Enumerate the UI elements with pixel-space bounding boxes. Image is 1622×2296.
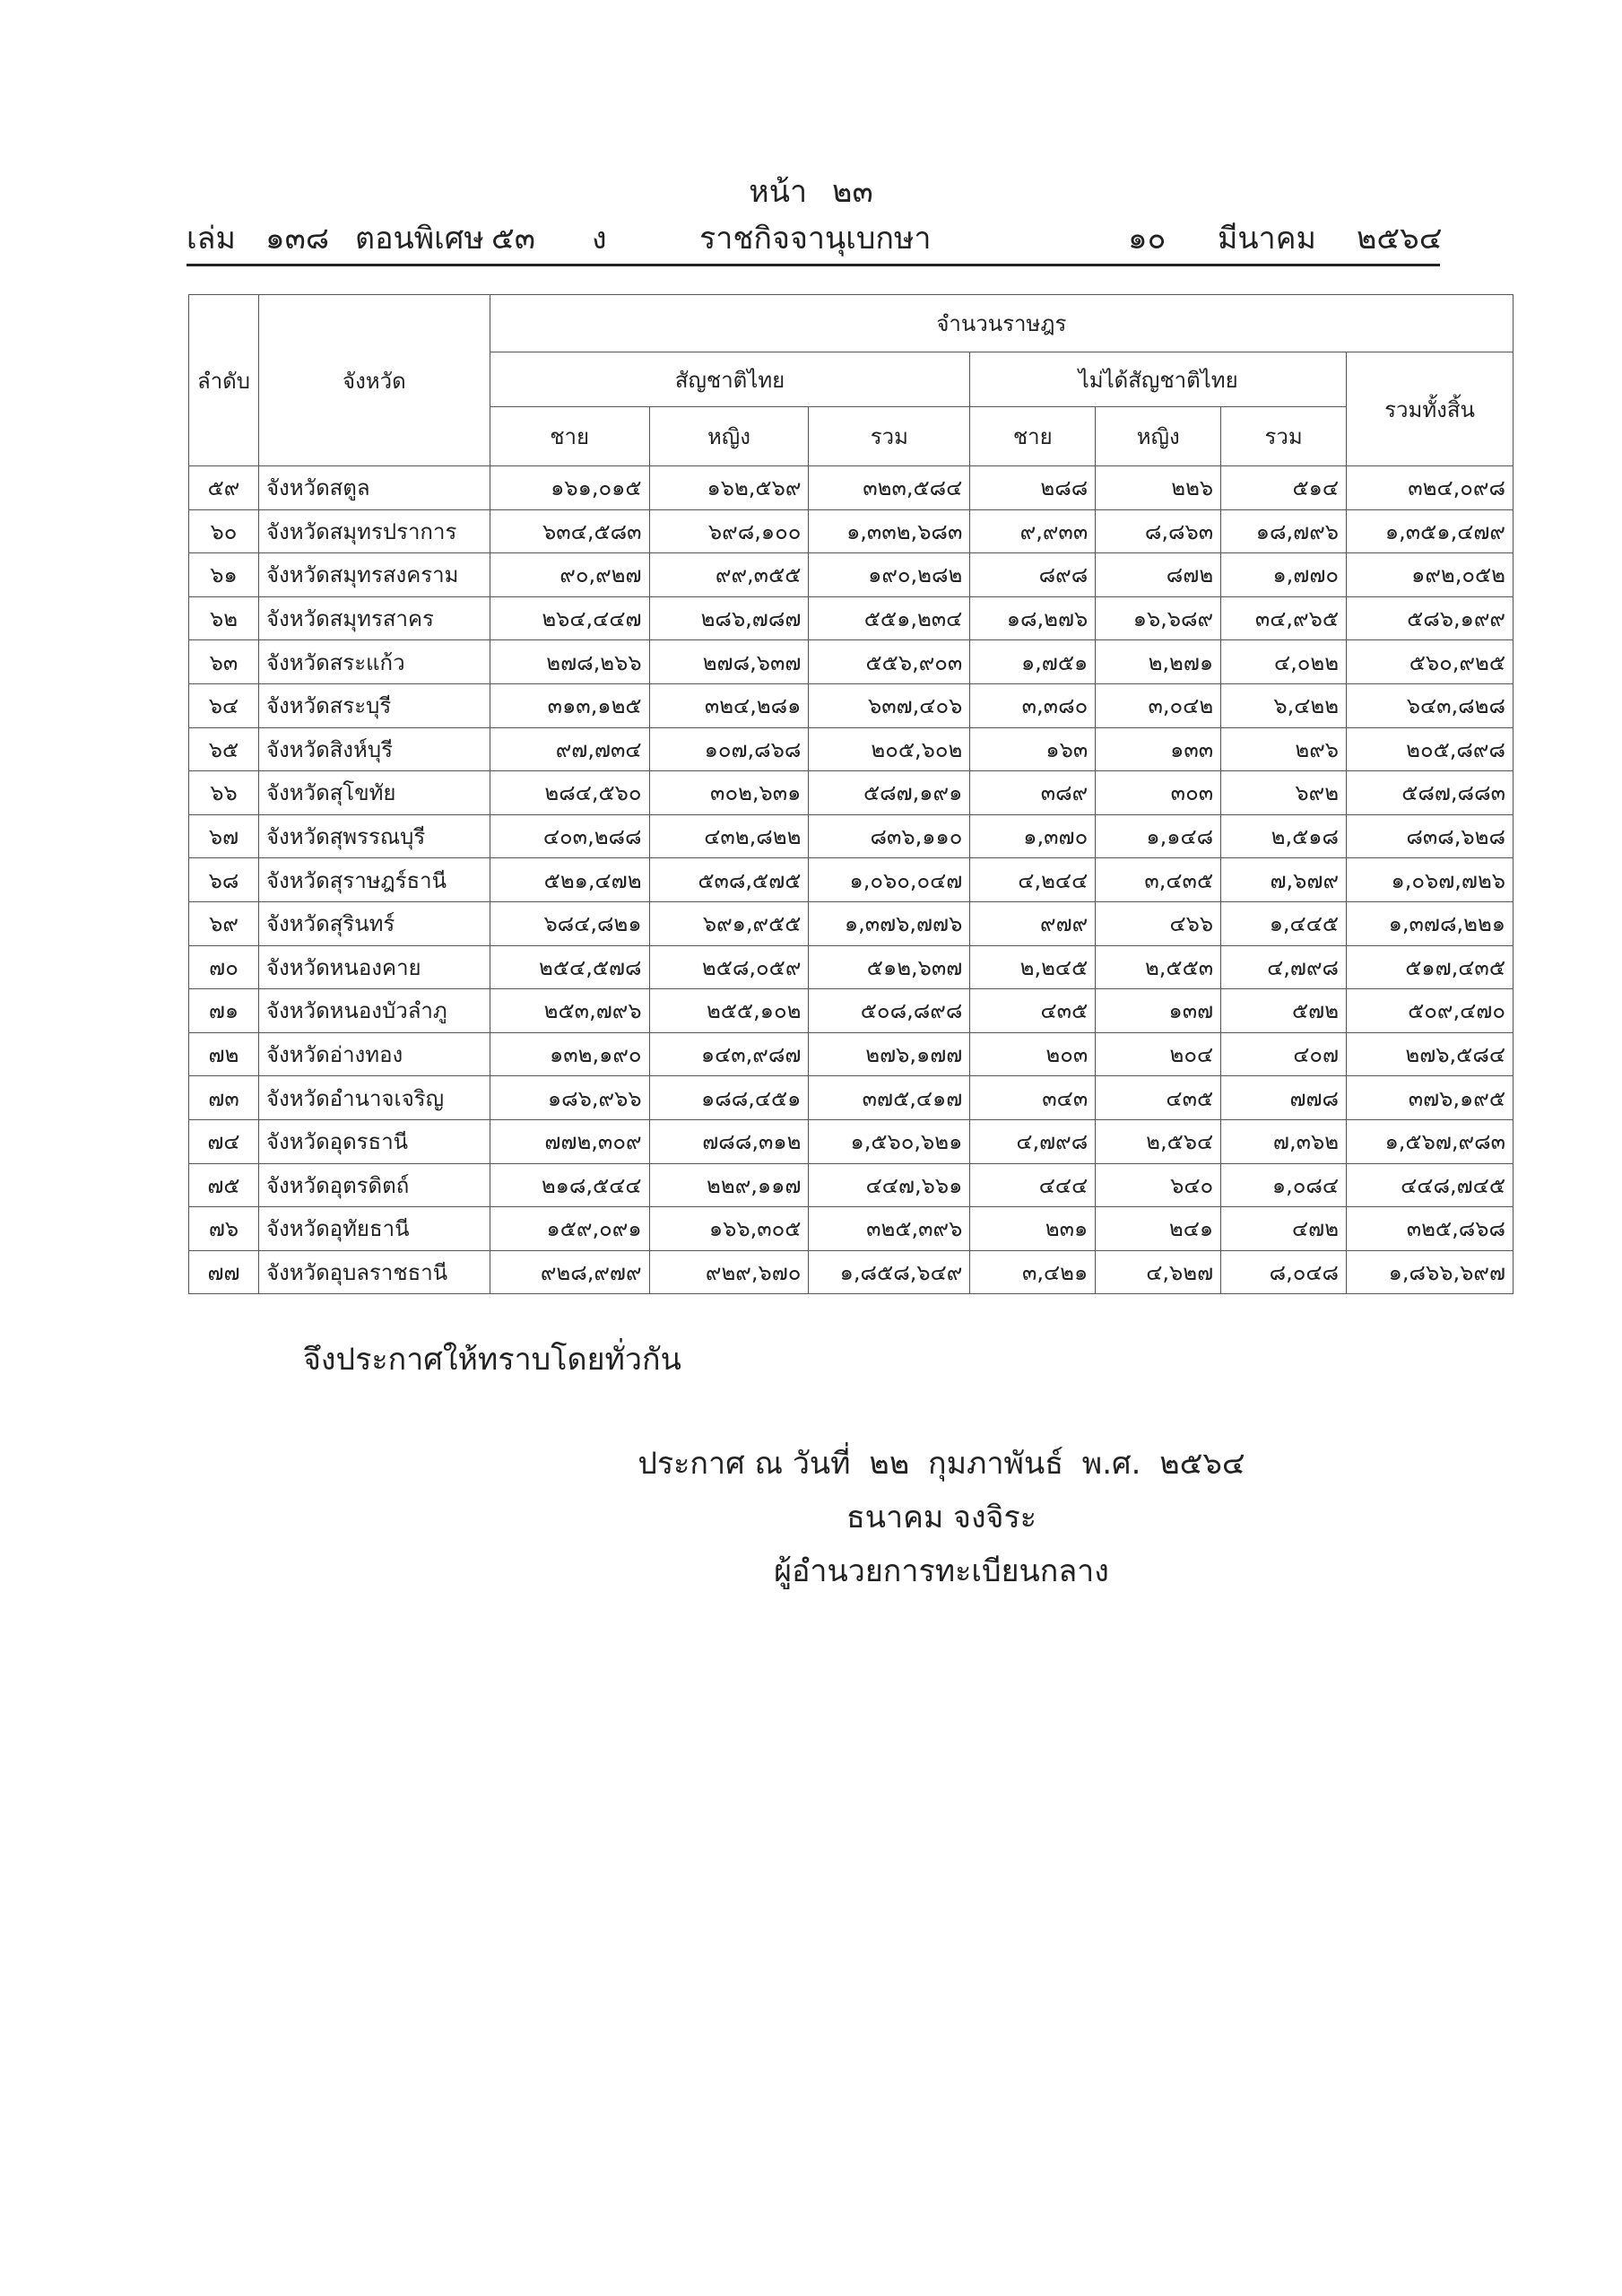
cell-thai-female: ๔๓๒,๘๒๒ (649, 814, 809, 858)
cell-nonthai-total: ๔๐๗ (1221, 1032, 1347, 1076)
cell-grand-total: ๑,๓๗๘,๒๒๑ (1347, 901, 1514, 945)
cell-seq: ๗๖ (189, 1207, 259, 1251)
signatory-position: ผู้อำนวยการทะเบียนกลาง (774, 1553, 1109, 1589)
cell-nonthai-female: ๑,๑๔๘ (1096, 814, 1221, 858)
cell-province: จังหวัดสิงห์บุรี (258, 727, 490, 771)
cell-nonthai-total: ๕๑๔ (1221, 466, 1347, 510)
cell-thai-female: ๑๖๒,๕๖๙ (649, 466, 809, 510)
cell-thai-total: ๖๓๗,๔๐๖ (809, 683, 970, 727)
cell-seq: ๖๗ (189, 814, 259, 858)
cell-nonthai-male: ๔๓๕ (970, 989, 1096, 1033)
header-nonthai-female: หญิง (1096, 407, 1221, 466)
cell-seq: ๗๔ (189, 1119, 259, 1163)
cell-nonthai-male: ๓,๔๒๑ (970, 1250, 1096, 1294)
cell-thai-male: ๒๘๔,๕๖๐ (490, 771, 649, 815)
announced-month: กุมภาพันธ์ (928, 1446, 1063, 1482)
cell-thai-male: ๙๒๘,๙๗๙ (490, 1250, 649, 1294)
cell-nonthai-female: ๓,๐๔๒ (1096, 683, 1221, 727)
date-day: ๑๐ (1128, 221, 1167, 257)
cell-thai-male: ๒๑๘,๕๔๔ (490, 1163, 649, 1207)
cell-thai-total: ๑,๓๓๒,๖๘๓ (809, 509, 970, 553)
cell-province: จังหวัดสมุทรสาคร (258, 596, 490, 640)
table-row (189, 814, 1514, 858)
cell-thai-male: ๗๗๒,๓๐๙ (490, 1119, 649, 1163)
cell-nonthai-total: ๓๔,๙๖๕ (1221, 596, 1347, 640)
cell-nonthai-total: ๖๙๒ (1221, 771, 1347, 815)
cell-thai-total: ๑๙๐,๒๘๒ (809, 553, 970, 597)
cell-nonthai-male: ๙๗๙ (970, 901, 1096, 945)
cell-thai-total: ๒๗๖,๑๗๗ (809, 1032, 970, 1076)
cell-thai-total: ๕๑๒,๖๓๗ (809, 945, 970, 989)
cell-thai-female: ๒๒๙,๑๑๗ (649, 1163, 809, 1207)
header-thai: สัญชาติไทย (490, 352, 970, 407)
closing-statement: จึงประกาศให้ทราบโดยทั่วกัน (303, 1342, 681, 1378)
cell-nonthai-male: ๓๔๓ (970, 1076, 1096, 1120)
table-row (189, 553, 1514, 597)
date-year: ๒๕๖๔ (1357, 221, 1443, 257)
page-number-line (0, 167, 1622, 215)
table-row (189, 466, 1514, 510)
cell-province: จังหวัดสระบุรี (258, 683, 490, 727)
publication-name: ราชกิจจานุเบกษา (699, 221, 932, 257)
cell-province: จังหวัดอุดรธานี (258, 1119, 490, 1163)
cell-nonthai-female: ๔,๖๒๗ (1096, 1250, 1221, 1294)
cell-grand-total: ๑,๐๖๗,๗๒๖ (1347, 858, 1514, 902)
cell-thai-total: ๕๕๑,๒๓๔ (809, 596, 970, 640)
cell-grand-total: ๕๘๗,๘๘๓ (1347, 771, 1514, 815)
cell-nonthai-total: ๗,๓๖๒ (1221, 1119, 1347, 1163)
cell-grand-total: ๖๔๓,๘๒๘ (1347, 683, 1514, 727)
cell-nonthai-female: ๒๒๖ (1096, 466, 1221, 510)
cell-seq: ๖๖ (189, 771, 259, 815)
population-table (188, 294, 1514, 1294)
cell-seq: ๗๐ (189, 945, 259, 989)
cell-nonthai-male: ๒๓๑ (970, 1207, 1096, 1251)
cell-thai-female: ๓๐๒,๖๓๑ (649, 771, 809, 815)
cell-thai-female: ๒๕๘,๐๕๙ (649, 945, 809, 989)
announced-year: ๒๕๖๔ (1159, 1446, 1245, 1482)
table-row (189, 858, 1514, 902)
cell-nonthai-total: ๗๗๘ (1221, 1076, 1347, 1120)
volume-number: ๑๓๘ (265, 221, 330, 257)
cell-nonthai-total: ๕๗๒ (1221, 989, 1347, 1033)
section-letter: ง (592, 221, 607, 257)
cell-seq: ๖๙ (189, 901, 259, 945)
cell-grand-total: ๒๐๕,๘๙๘ (1347, 727, 1514, 771)
cell-province: จังหวัดอ่างทอง (258, 1032, 490, 1076)
cell-grand-total: ๕๖๐,๙๒๕ (1347, 640, 1514, 684)
table-row (189, 989, 1514, 1033)
cell-grand-total: ๑,๘๖๖,๖๙๗ (1347, 1250, 1514, 1294)
cell-thai-male: ๑๓๒,๑๙๐ (490, 1032, 649, 1076)
cell-province: จังหวัดสุพรรณบุรี (258, 814, 490, 858)
cell-thai-total: ๘๓๖,๑๑๐ (809, 814, 970, 858)
cell-nonthai-female: ๒๐๔ (1096, 1032, 1221, 1076)
cell-thai-total: ๕๘๗,๑๙๑ (809, 771, 970, 815)
cell-grand-total: ๓๗๖,๑๙๕ (1347, 1076, 1514, 1120)
cell-thai-male: ๒๕๓,๗๙๖ (490, 989, 649, 1033)
cell-province: จังหวัดสมุทรปราการ (258, 509, 490, 553)
cell-thai-male: ๑๖๑,๐๑๕ (490, 466, 649, 510)
cell-nonthai-female: ๑๓๗ (1096, 989, 1221, 1033)
cell-nonthai-male: ๔,๒๔๔ (970, 858, 1096, 902)
cell-thai-female: ๑๘๘,๔๕๑ (649, 1076, 809, 1120)
cell-nonthai-male: ๑๘,๒๗๖ (970, 596, 1096, 640)
table-row (189, 1076, 1514, 1120)
header-rule (186, 264, 1440, 266)
cell-grand-total: ๑๙๒,๐๕๒ (1347, 553, 1514, 597)
cell-province: จังหวัดสุรินทร์ (258, 901, 490, 945)
cell-nonthai-total: ๔๗๒ (1221, 1207, 1347, 1251)
header-grand-total: รวมทั้งสิ้น (1347, 352, 1514, 466)
cell-province: จังหวัดหนองบัวลำภู (258, 989, 490, 1033)
announced-day: ๒๒ (869, 1446, 910, 1482)
section-number: ๕๓ (491, 221, 535, 257)
cell-seq: ๗๕ (189, 1163, 259, 1207)
cell-province: จังหวัดอุทัยธานี (258, 1207, 490, 1251)
cell-seq: ๖๑ (189, 553, 259, 597)
cell-nonthai-female: ๑๖,๖๘๙ (1096, 596, 1221, 640)
header-thai-male: ชาย (490, 407, 649, 466)
table-row (189, 945, 1514, 989)
cell-thai-male: ๕๒๑,๔๗๒ (490, 858, 649, 902)
header-nonthai-male: ชาย (970, 407, 1096, 466)
cell-nonthai-female: ๔๓๕ (1096, 1076, 1221, 1120)
cell-thai-male: ๑๘๖,๙๖๖ (490, 1076, 649, 1120)
gazette-header (186, 213, 1443, 262)
cell-thai-male: ๖๓๔,๕๘๓ (490, 509, 649, 553)
cell-thai-female: ๙๒๙,๖๗๐ (649, 1250, 809, 1294)
cell-grand-total: ๓๒๔,๐๙๘ (1347, 466, 1514, 510)
cell-nonthai-female: ๓๐๓ (1096, 771, 1221, 815)
cell-thai-total: ๑,๐๖๐,๐๔๗ (809, 858, 970, 902)
table-row (189, 1163, 1514, 1207)
announced-label: ประกาศ ณ วันที่ (638, 1446, 851, 1482)
cell-thai-total: ๓๗๕,๔๑๗ (809, 1076, 970, 1120)
header-nonthai-total: รวม (1221, 407, 1347, 466)
table-row (189, 509, 1514, 553)
cell-nonthai-male: ๒,๒๔๕ (970, 945, 1096, 989)
cell-seq: ๖๕ (189, 727, 259, 771)
cell-grand-total: ๕๐๙,๔๗๐ (1347, 989, 1514, 1033)
cell-nonthai-male: ๔๔๔ (970, 1163, 1096, 1207)
section-label: ตอนพิเศษ (355, 221, 484, 257)
cell-nonthai-female: ๒,๒๗๑ (1096, 640, 1221, 684)
cell-thai-female: ๑๖๖,๓๐๕ (649, 1207, 809, 1251)
cell-grand-total: ๑,๕๖๗,๙๘๓ (1347, 1119, 1514, 1163)
header-seq: ลำดับ (189, 295, 259, 466)
cell-nonthai-male: ๑,๓๗๐ (970, 814, 1096, 858)
cell-thai-male: ๔๐๓,๒๘๘ (490, 814, 649, 858)
cell-seq: ๗๒ (189, 1032, 259, 1076)
cell-nonthai-total: ๘,๐๔๘ (1221, 1250, 1347, 1294)
cell-nonthai-male: ๓๘๙ (970, 771, 1096, 815)
table-row (189, 1250, 1514, 1294)
cell-province: จังหวัดอุบลราชธานี (258, 1250, 490, 1294)
table-row (189, 640, 1514, 684)
cell-nonthai-male: ๘๙๘ (970, 553, 1096, 597)
cell-seq: ๗๗ (189, 1250, 259, 1294)
cell-thai-female: ๓๒๔,๒๘๑ (649, 683, 809, 727)
header-thai-female: หญิง (649, 407, 809, 466)
table-row (189, 596, 1514, 640)
cell-thai-male: ๑๕๙,๐๙๑ (490, 1207, 649, 1251)
cell-thai-female: ๕๓๘,๕๗๕ (649, 858, 809, 902)
cell-nonthai-total: ๒๙๖ (1221, 727, 1347, 771)
cell-nonthai-female: ๓,๔๓๕ (1096, 858, 1221, 902)
cell-nonthai-total: ๑๘,๗๙๖ (1221, 509, 1347, 553)
cell-nonthai-male: ๑,๗๕๑ (970, 640, 1096, 684)
cell-province: จังหวัดสมุทรสงคราม (258, 553, 490, 597)
table-row (189, 901, 1514, 945)
cell-nonthai-female: ๒,๕๕๓ (1096, 945, 1221, 989)
cell-thai-female: ๑๐๗,๘๖๘ (649, 727, 809, 771)
cell-nonthai-male: ๔,๗๙๘ (970, 1119, 1096, 1163)
announcement-date (583, 1439, 1300, 1487)
cell-grand-total: ๔๔๘,๗๔๕ (1347, 1163, 1514, 1207)
table-body (189, 466, 1514, 1294)
cell-thai-female: ๒๕๕,๑๐๒ (649, 989, 809, 1033)
header-non-thai: ไม่ได้สัญชาติไทย (970, 352, 1347, 407)
cell-thai-total: ๒๐๕,๖๐๒ (809, 727, 970, 771)
cell-grand-total: ๕๑๗,๔๓๕ (1347, 945, 1514, 989)
table-row (189, 771, 1514, 815)
date-month: มีนาคม (1218, 221, 1316, 257)
announced-era: พ.ศ. (1081, 1446, 1141, 1482)
cell-seq: ๗๓ (189, 1076, 259, 1120)
cell-nonthai-female: ๘๗๒ (1096, 553, 1221, 597)
cell-province: จังหวัดหนองคาย (258, 945, 490, 989)
cell-thai-female: ๑๔๓,๙๘๗ (649, 1032, 809, 1076)
cell-thai-male: ๒๕๔,๕๗๘ (490, 945, 649, 989)
cell-nonthai-female: ๑๓๓ (1096, 727, 1221, 771)
cell-thai-female: ๗๘๘,๓๑๒ (649, 1119, 809, 1163)
cell-thai-total: ๕๐๘,๘๙๘ (809, 989, 970, 1033)
cell-thai-total: ๑,๓๗๖,๗๗๖ (809, 901, 970, 945)
cell-grand-total: ๒๗๖,๕๘๔ (1347, 1032, 1514, 1076)
cell-province: จังหวัดอำนาจเจริญ (258, 1076, 490, 1120)
cell-nonthai-total: ๔,๐๒๒ (1221, 640, 1347, 684)
cell-nonthai-female: ๒,๕๖๔ (1096, 1119, 1221, 1163)
signatory-name: ธนาคม จงจิระ (846, 1500, 1037, 1535)
cell-thai-male: ๒๗๘,๒๖๖ (490, 640, 649, 684)
cell-nonthai-female: ๔๖๖ (1096, 901, 1221, 945)
cell-seq: ๖๒ (189, 596, 259, 640)
cell-nonthai-male: ๑๖๓ (970, 727, 1096, 771)
cell-thai-total: ๓๒๓,๕๘๔ (809, 466, 970, 510)
cell-nonthai-total: ๔,๗๙๘ (1221, 945, 1347, 989)
cell-nonthai-total: ๑,๐๘๔ (1221, 1163, 1347, 1207)
cell-nonthai-male: ๒๘๘ (970, 466, 1096, 510)
cell-thai-total: ๓๒๕,๓๙๖ (809, 1207, 970, 1251)
page-number: ๒๓ (832, 174, 873, 210)
cell-province: จังหวัดสตูล (258, 466, 490, 510)
header-province: จังหวัด (258, 295, 490, 466)
cell-nonthai-female: ๘,๘๖๓ (1096, 509, 1221, 553)
cell-province: จังหวัดอุตรดิตถ์ (258, 1163, 490, 1207)
cell-nonthai-female: ๒๔๑ (1096, 1207, 1221, 1251)
table-row (189, 1207, 1514, 1251)
cell-seq: ๕๙ (189, 466, 259, 510)
volume-label: เล่ม (186, 221, 236, 257)
cell-thai-female: ๒๗๘,๖๓๗ (649, 640, 809, 684)
table-row (189, 1119, 1514, 1163)
cell-nonthai-total: ๒,๕๑๘ (1221, 814, 1347, 858)
cell-nonthai-total: ๑,๗๗๐ (1221, 553, 1347, 597)
cell-grand-total: ๘๓๘,๖๒๘ (1347, 814, 1514, 858)
cell-thai-male: ๓๑๓,๑๒๕ (490, 683, 649, 727)
cell-seq: ๖๓ (189, 640, 259, 684)
cell-province: จังหวัดสุราษฎร์ธานี (258, 858, 490, 902)
cell-grand-total: ๑,๓๕๑,๔๗๙ (1347, 509, 1514, 553)
cell-thai-female: ๖๙๘,๑๐๐ (649, 509, 809, 553)
table-row (189, 683, 1514, 727)
cell-thai-female: ๒๘๖,๗๘๗ (649, 596, 809, 640)
cell-thai-female: ๖๙๑,๙๕๕ (649, 901, 809, 945)
table-row (189, 727, 1514, 771)
cell-seq: ๗๑ (189, 989, 259, 1033)
cell-thai-total: ๑,๘๕๘,๖๔๙ (809, 1250, 970, 1294)
cell-grand-total: ๓๒๕,๘๖๘ (1347, 1207, 1514, 1251)
cell-grand-total: ๕๘๖,๑๙๙ (1347, 596, 1514, 640)
cell-nonthai-total: ๖,๔๒๒ (1221, 683, 1347, 727)
header-population: จำนวนราษฎร (490, 295, 1513, 352)
cell-thai-male: ๙๗,๗๓๔ (490, 727, 649, 771)
page-label: หน้า (749, 174, 808, 210)
cell-thai-male: ๙๐,๙๒๗ (490, 553, 649, 597)
cell-seq: ๖๐ (189, 509, 259, 553)
cell-nonthai-total: ๑,๔๔๕ (1221, 901, 1347, 945)
table-row (189, 1032, 1514, 1076)
cell-thai-female: ๙๙,๓๕๕ (649, 553, 809, 597)
header-thai-total: รวม (809, 407, 970, 466)
cell-thai-male: ๒๖๔,๔๔๗ (490, 596, 649, 640)
cell-thai-total: ๔๔๗,๖๖๑ (809, 1163, 970, 1207)
cell-nonthai-male: ๙,๙๓๓ (970, 509, 1096, 553)
cell-thai-total: ๕๕๖,๙๐๓ (809, 640, 970, 684)
cell-nonthai-male: ๒๐๓ (970, 1032, 1096, 1076)
cell-province: จังหวัดสุโขทัย (258, 771, 490, 815)
cell-thai-male: ๖๘๔,๘๒๑ (490, 901, 649, 945)
cell-nonthai-male: ๓,๓๘๐ (970, 683, 1096, 727)
cell-nonthai-total: ๗,๖๗๙ (1221, 858, 1347, 902)
cell-nonthai-female: ๖๔๐ (1096, 1163, 1221, 1207)
cell-province: จังหวัดสระแก้ว (258, 640, 490, 684)
cell-seq: ๖๔ (189, 683, 259, 727)
cell-seq: ๖๘ (189, 858, 259, 902)
cell-thai-total: ๑,๕๖๐,๖๒๑ (809, 1119, 970, 1163)
